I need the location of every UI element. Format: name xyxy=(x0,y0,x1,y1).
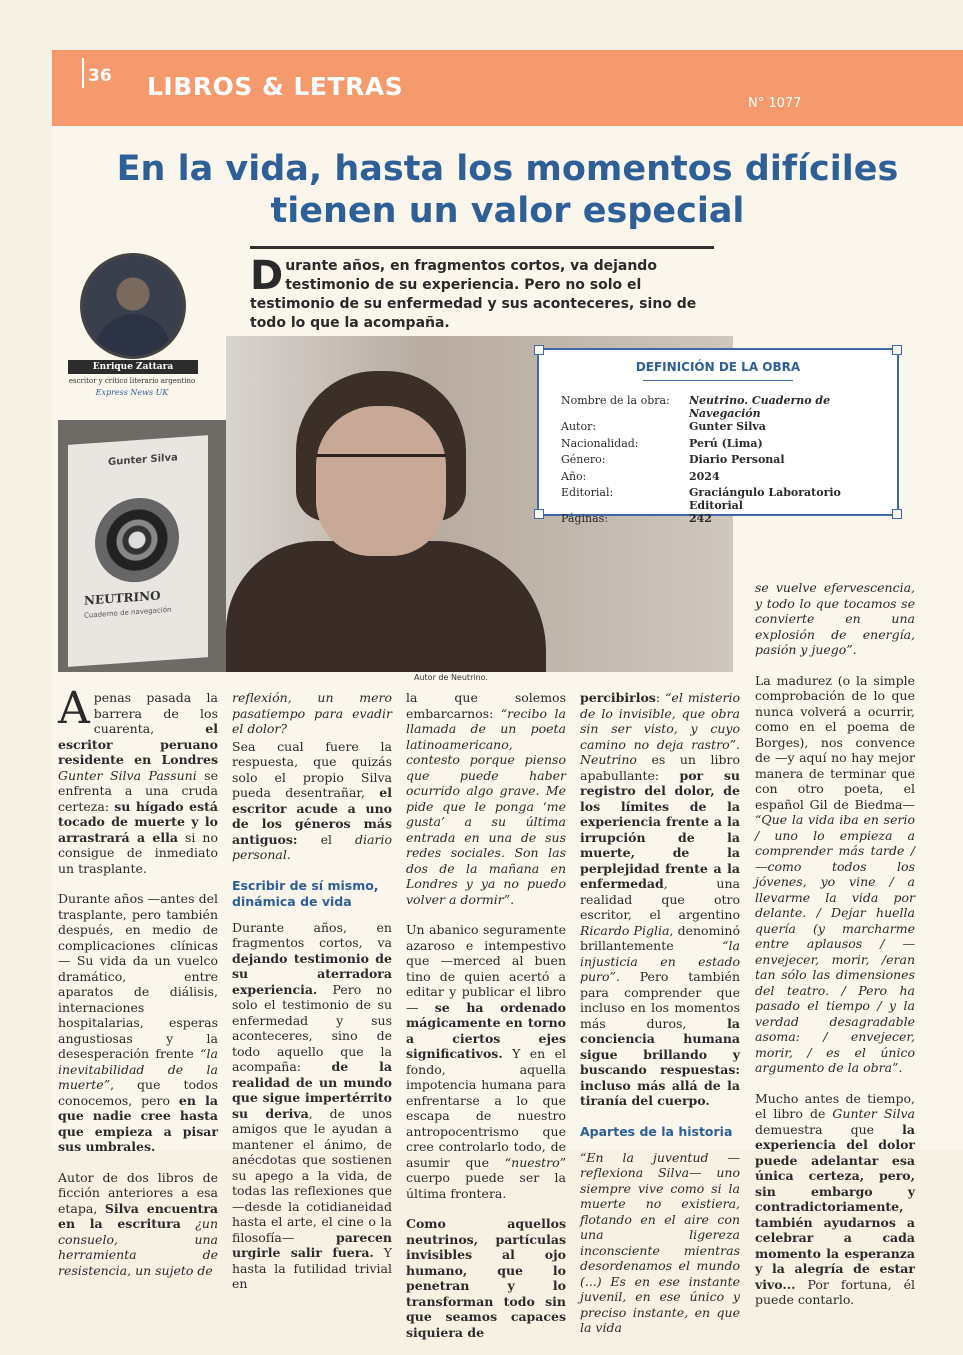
section-title: LIBROS & LETRAS xyxy=(147,72,404,101)
paragraph: reflexión, un mero pasatiempo para evadir el dolor? xyxy=(232,690,392,736)
definition-box xyxy=(537,348,899,525)
paragraph: Como aquellos neutrinos, partículas invisibles al ojo humano, que lo penetran y lo transforman todo sin que seamos capaces siquiera de xyxy=(406,1216,566,1340)
lead-text: urante años, en fragmentos cortos, va dejando testimonio de su experiencia. Pero no solo el testimonio de su enfermedad y sus aconteceres, sino de todo lo que la acompaña. xyxy=(250,258,697,331)
subheading: Apartes de la historia xyxy=(580,1123,733,1139)
definition-row: Género: Diario Personal xyxy=(561,453,785,466)
definition-row: Editorial: Graciángulo Laboratorio Editorial xyxy=(561,486,841,512)
paragraph: Autor de dos libros de ficción anteriores a esa etapa, Silva encuentra en la escritura ¿un consuelo, una herramienta de resistencia, un sujeto de xyxy=(58,1169,219,1278)
author-outlet: Express News UK xyxy=(95,388,169,397)
book-subtitle: Cuaderno de navegación xyxy=(84,605,172,620)
title-line-1: En la vida, hasta los momentos difíciles xyxy=(116,149,899,189)
paragraph: La madurez (o la simple comprobación de lo que nunca volverá a ocurrir, como en el poema de Borges), nos convence de —y aquí no hay mejor manera de terminar que con otro poeta, el español Gil de Biedma— “Que la vida iba en serio / uno lo empieza a comprender más tarde / —como todos los jóvenes, yo vine / a llevarme la vida por delante. / Dejar huella quería (y marcharme entre aplausos / —envejecer, morir, /eran tan sólo las dimensiones del teatro. / Pero ha pasado el tiempo / y la verdad desagradable asoma: / envejecer, morir, / es el único argumento de la obra”. xyxy=(755,672,915,1075)
lead-drop-cap: D xyxy=(250,253,284,299)
column-1 xyxy=(58,683,219,1293)
paragraph: la que solemos embarcarnos: “recibo la llamada de un poeta latinoamericano, contesto porque pienso que puede haber ocurrido algo grave. Me pide que le ponga ‘me gusta’ a su última entrada en una de sus redes sociales. Son las dos de la mañana en Londres y ya no puedo volver a dormir”. xyxy=(406,690,566,907)
paragraph: Durante años —antes del trasplante, pero también después, en medio de complicaciones clínicas— Su vida da un vuelco dramático, entre aparatos de diálisis, internaciones hospitalarias, esperas angustiosas y la desesperación frente “la inevitabilidad de la muerte”, que todos conocemos, pero en la que nadie cree hasta que empieza a pisar sus umbrales. xyxy=(58,891,218,1154)
column-3 xyxy=(406,690,566,1355)
page-number: 36 xyxy=(88,66,112,86)
paragraph: Apenas pasada la barrera de los cuarenta, el escritor peruano residente en Londres Gunter Silva Passuni se enfrenta a una cruda certeza: su hígado está tocado de muerte y lo arrastrará a ella si no consigue de inmediato un trasplante. xyxy=(58,683,218,876)
definition-row: Año: 2024 xyxy=(561,469,720,483)
column-2 xyxy=(232,690,392,1307)
photo-caption: Autor de Neutrino. xyxy=(414,673,488,682)
section-header xyxy=(52,50,963,126)
page-number-divider xyxy=(82,58,84,88)
article-lead xyxy=(250,246,714,342)
paragraph: Un abanico seguramente azaroso e intempestivo que —merced al buen tino de quien acertó a editar y publicar el libro— se ha ordenado mágicamente en torno a ciertos ejes significativos. Y en el fondo, aquella impotencia humana para enfrentarse a lo que escapa de nuestro antropocentrismo que cree controlarlo todo, de asumir que “nuestro” cuerpo puede ser la última frontera. xyxy=(406,922,566,1201)
definition-divider xyxy=(643,380,793,381)
article-title xyxy=(52,148,963,232)
definition-row: Nacionalidad: Perú (Lima) xyxy=(561,436,763,450)
book-cover-photo xyxy=(58,420,226,672)
author-avatar xyxy=(80,253,186,359)
paragraph: percibirlos: “el misterio de lo invisible, que obra sin ser visto, y cuyo camino no deja rastro”. Neutrino es un libro apabullante: por su registro del dolor, de los límites de la experiencia frente a la irrupción de la muerte, de la perplejidad frente a la enfermedad, una realidad que otro escritor, el argentino Ricardo Piglia, denominó brillantemente “la injusticia en estado puro”. Pero también para comprender que incluso en los momentos más duros, la conciencia humana sigue brillando y buscando respuestas: incluso más allá de la tiranía del cuerpo. xyxy=(580,690,740,1108)
column-4 xyxy=(580,690,740,1351)
title-line-2: tienen un valor especial xyxy=(270,191,745,231)
column-5 xyxy=(755,580,915,1323)
paragraph: Sea cual fuere la respuesta, que quizás solo el propio Silva pueda desentrañar, el escritor acude a uno de los géneros más antiguos: el diario personal. xyxy=(232,738,392,862)
definition-row: Nombre de la obra: Neutrino. Cuaderno de Navegación xyxy=(561,394,831,420)
paragraph: Mucho antes de tiempo, el libro de Gunter Silva demuestra que la experiencia del dolor puede adelantar esa única certeza, pero, sin embargo y contradictoriamente, también ayudarnos a celebrar a cada momento la esperanza y la alegría de estar vivo... Por fortuna, él puede contarlo. xyxy=(755,1090,915,1307)
definition-heading: DEFINICIÓN DE LA OBRA xyxy=(635,360,801,374)
subheading: Escribir de sí mismo, dinámica de vida xyxy=(232,877,379,909)
book-author: Gunter Silva xyxy=(108,452,178,469)
book-cover-art xyxy=(95,495,179,585)
book-title: NEUTRINO xyxy=(84,588,161,608)
author-role: escritor y crítico literario argentino xyxy=(68,377,196,385)
author-name: Enrique Zattara xyxy=(68,360,198,374)
paragraph: se vuelve efervescencia, y todo lo que tocamos se convierte en una explosión de energía, pasión y juego”. xyxy=(755,580,915,657)
issue-number: N° 1077 xyxy=(748,96,802,111)
definition-table xyxy=(561,394,897,529)
paragraph: Durante años, en fragmentos cortos, va dejando testimonio de su aterradora experiencia. Pero no solo el testimonio de su enfermedad y sus aconteceres, sino de todo aquello que la acompaña: de la realidad de un mundo que sigue impertérrito su deriva, de unos amigos que le ayudan a mantener el ánimo, de anécdotas que sostienen su apego a la vida, de todas las reflexiones que —desde la cotidianeidad hasta el arte, el cine o la filosofía— parecen urgirle salir fuera. Y hasta la futilidad trivial en xyxy=(232,919,393,1291)
definition-row: Páginas: 242 xyxy=(561,512,712,525)
paragraph: “En la juventud —reflexiona Silva— uno siempre vive como si la muerte no existiera, flotando en el aire con una ligereza inconsciente mientras desordenamos el mundo (...) Es en ese instante juvenil, en ese único y preciso instante, en que la vida xyxy=(580,1149,740,1335)
definition-row: Autor: Gunter Silva xyxy=(561,420,766,433)
